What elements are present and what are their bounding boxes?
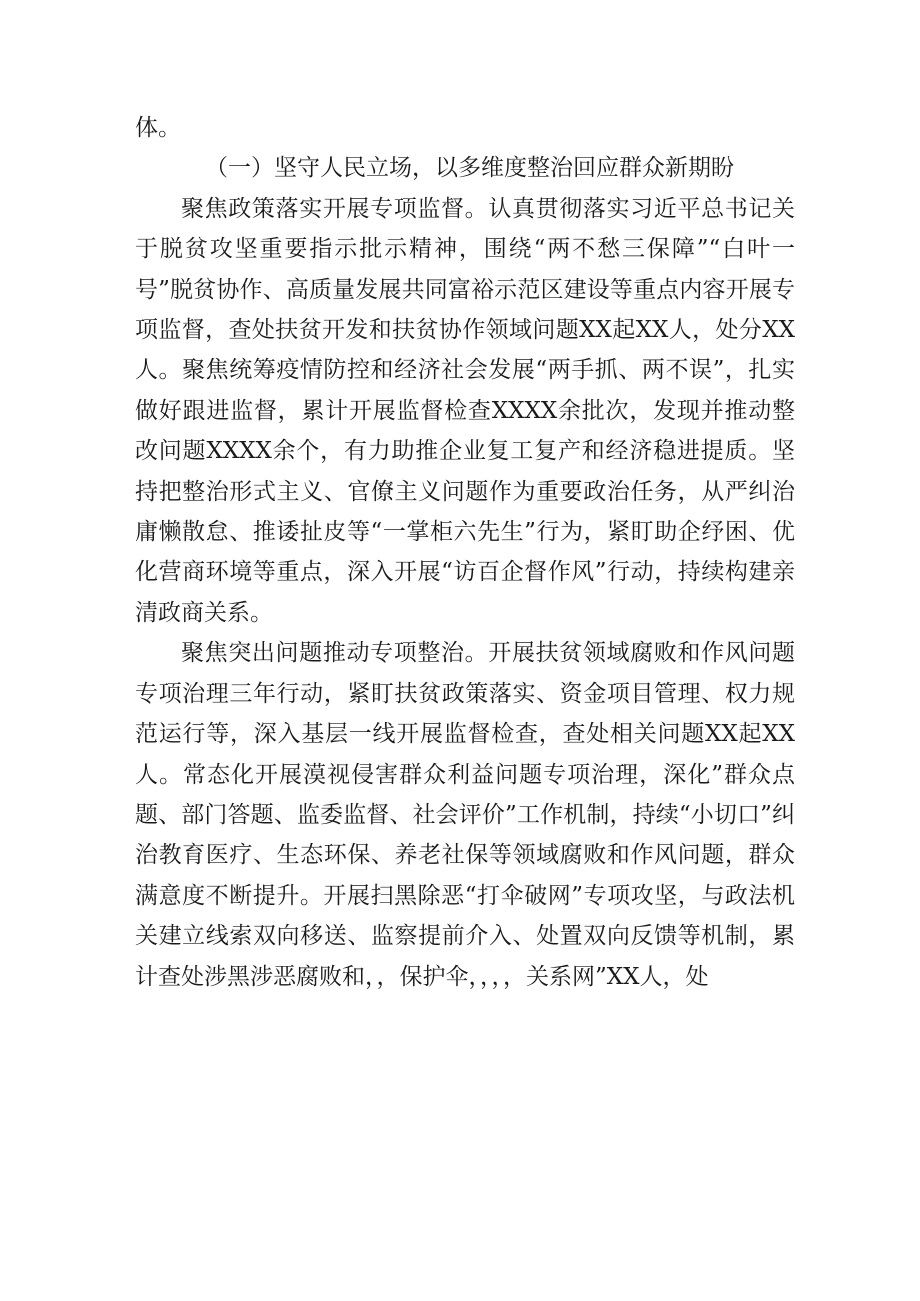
section-heading: （一）坚守人民立场，以多维度整治回应群众新期盼 bbox=[205, 155, 734, 182]
document-body bbox=[135, 108, 795, 997]
paragraph-policy-supervision: 聚焦政策落实开展专项监督。认真贯彻落实习近平总书记关于脱贫攻坚重要指示批示精神，围绕“两不愁三保障”“白叶一号”脱贫协作、高质量发展共同富裕示范区建设等重点内容开展专项监督，查处扶贫开发和扶贫协作领域问题XX起XX人，处分XX人。聚焦统筹疫情防控和经济社会发展“两手抓、两不误”，扎实做好跟进监督，累计开展监督检查XXXX余批次，发现并推动整改问题XXXX余个，有力助推企业复工复产和经济稳进提质。坚持把整治形式主义、官僚主义问题作为重要政治任务，从严纠治庸懒散怠、推诿扯皮等“一掌柜六先生”行为，紧盯助企纾困、优化营商环境等重点，深入开展“访百企督作风”行动，持续构建亲清政商关系。 bbox=[135, 195, 795, 626]
paragraph-continuation: 体。 bbox=[135, 115, 181, 141]
paragraph-special-rectification: 聚焦突出问题推动专项整治。开展扶贫领域腐败和作风问题专项治理三年行动，紧盯扶贫政策落实、资金项目管理、权力规范运行等，深入基层一线开展监督检查，查处相关问题XX起XX人。常态化开展漠视侵害群众利益问题专项治理，深化”群众点题、部门答题、监委监督、社会评价”工作机制，持续“小切口”纠治教育医疗、生态环保、养老社保等领域腐败和作风问题，群众满意度不断提升。开展扫黑除恶“打伞破网”专项攻坚，与政法机关建立线索双向移送、监察提前介入、处置双向反馈等机制，累计查处涉黑涉恶腐败和，，保护伞，，，，关系网”XX人，处 bbox=[135, 640, 795, 990]
